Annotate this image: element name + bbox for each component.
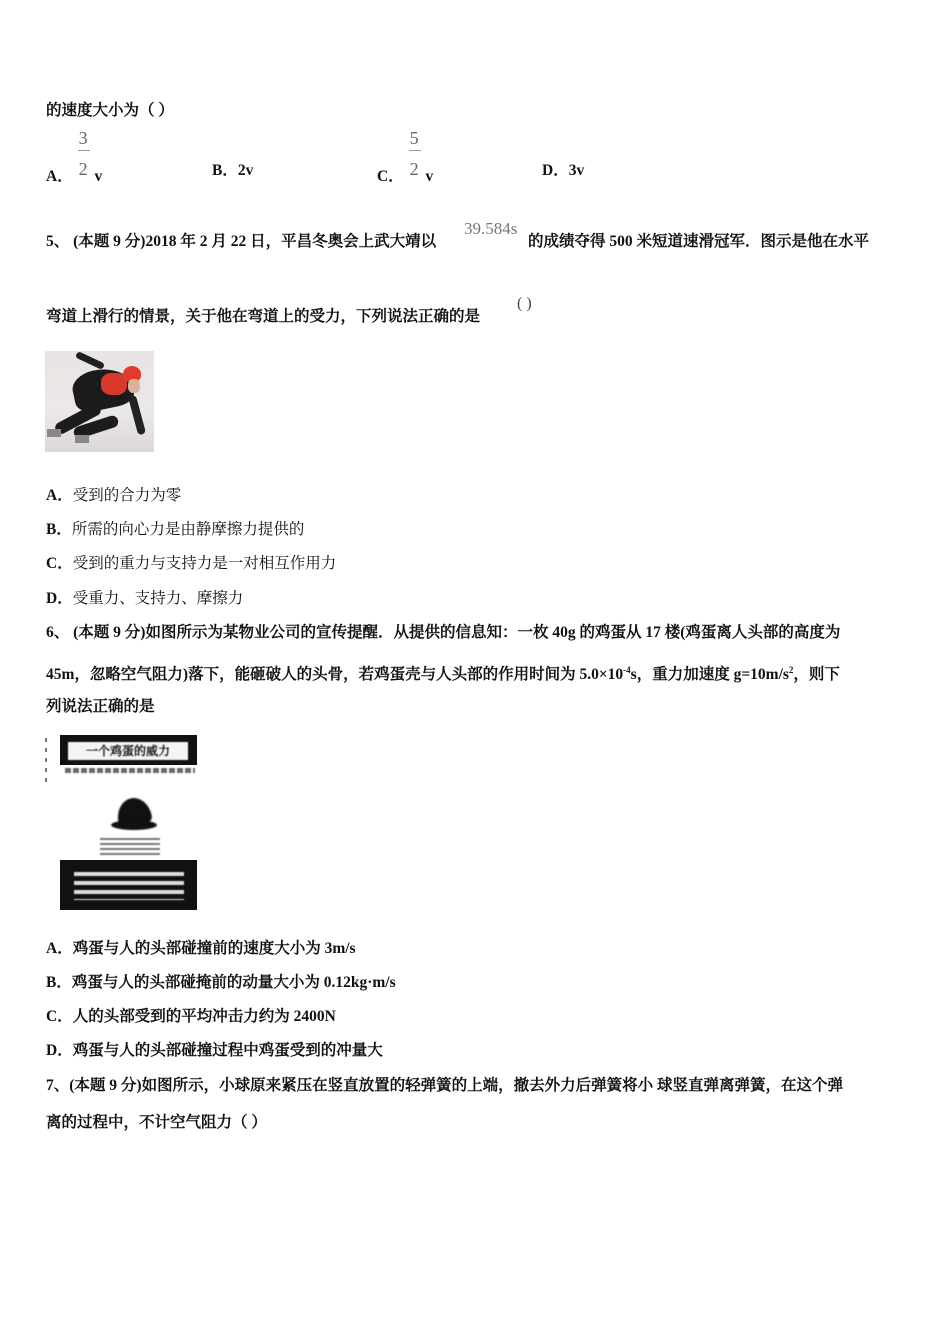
poster-title: 一个鸡蛋的威力 bbox=[68, 742, 188, 760]
q5-option-a[interactable]: A．受到的合力为零 bbox=[46, 487, 182, 504]
egg-warning-poster bbox=[45, 730, 197, 915]
q5-option-b[interactable]: B．所需的向心力是由静摩擦力提供的 bbox=[46, 521, 305, 538]
q5-stem-line2: 弯道上滑行的情景，关于他在弯道上的受力，下列说法正确的是 bbox=[46, 308, 481, 325]
q6-option-b[interactable]: B．鸡蛋与人的头部碰掩前的动量大小为 0.12kg·m/s bbox=[46, 974, 396, 991]
q6-stem-line2: 45m，忽略空气阻力)落下，能砸破人的头骨，若鸡蛋壳与人头部的作用时间为 $5.0\times 10^{-4}s$，重力加速度 $g=10m/s^2$，则下 bbox=[46, 665, 840, 684]
q4-option-b[interactable]: B．2v bbox=[212, 162, 254, 179]
fraction-3-2: $\frac{3}{2}$ bbox=[78, 128, 88, 179]
q4-option-d[interactable]: D．3v bbox=[542, 162, 585, 179]
speed-skater-photo bbox=[45, 351, 154, 452]
q5-stem-line1-cont: 的成绩夺得 500 米短道速滑冠军．图示是他在水平 bbox=[528, 233, 870, 250]
option-letter: A． bbox=[46, 168, 73, 185]
q6-option-c[interactable]: C．人的头部受到的平均冲击力约为 2400N bbox=[46, 1008, 336, 1025]
q4-stem-tail: 的速度大小为（ ） bbox=[46, 102, 174, 119]
q7-stem-line2: 离的过程中，不计空气阻力（ ） bbox=[46, 1114, 267, 1131]
q6-option-d[interactable]: D．鸡蛋与人的头部碰撞过程中鸡蛋受到的冲量大 bbox=[46, 1042, 383, 1059]
q6-stem-line1: 6、 (本题 9 分)如图所示为某物业公司的宣传提醒．从提供的信息知：一枚 40g 的鸡蛋从 17 楼(鸡蛋离人头部的高度为 bbox=[46, 624, 841, 641]
q6-option-a[interactable]: A．鸡蛋与人的头部碰撞前的速度大小为 3m/s bbox=[46, 940, 356, 957]
q5-answer-blank: ( ) bbox=[517, 295, 532, 312]
q6-stem-line3: 列说法正确的是 bbox=[46, 698, 155, 715]
fraction-5-2: $\frac{5}{2}$ bbox=[409, 128, 419, 179]
q7-stem-line1: 7、(本题 9 分)如图所示，小球原来紧压在竖直放置的轻弹簧的上端，撤去外力后弹簧将小 球竖直弹离弹簧，在这个弹 bbox=[46, 1077, 843, 1094]
q4-option-a[interactable]: A． $\frac{3}{2}$ v bbox=[46, 128, 103, 185]
q4-option-c[interactable]: C． $\frac{5}{2}$ v bbox=[377, 128, 434, 185]
q5-stem-line1: 5、 (本题 9 分)2018 年 2 月 22 日，平昌冬奥会上武大靖以 bbox=[46, 233, 437, 250]
q5-option-d[interactable]: D．受重力、支持力、摩擦力 bbox=[46, 590, 244, 607]
q5-time-value: 39.584s bbox=[464, 219, 518, 238]
q5-option-c[interactable]: C．受到的重力与支持力是一对相互作用力 bbox=[46, 555, 337, 572]
